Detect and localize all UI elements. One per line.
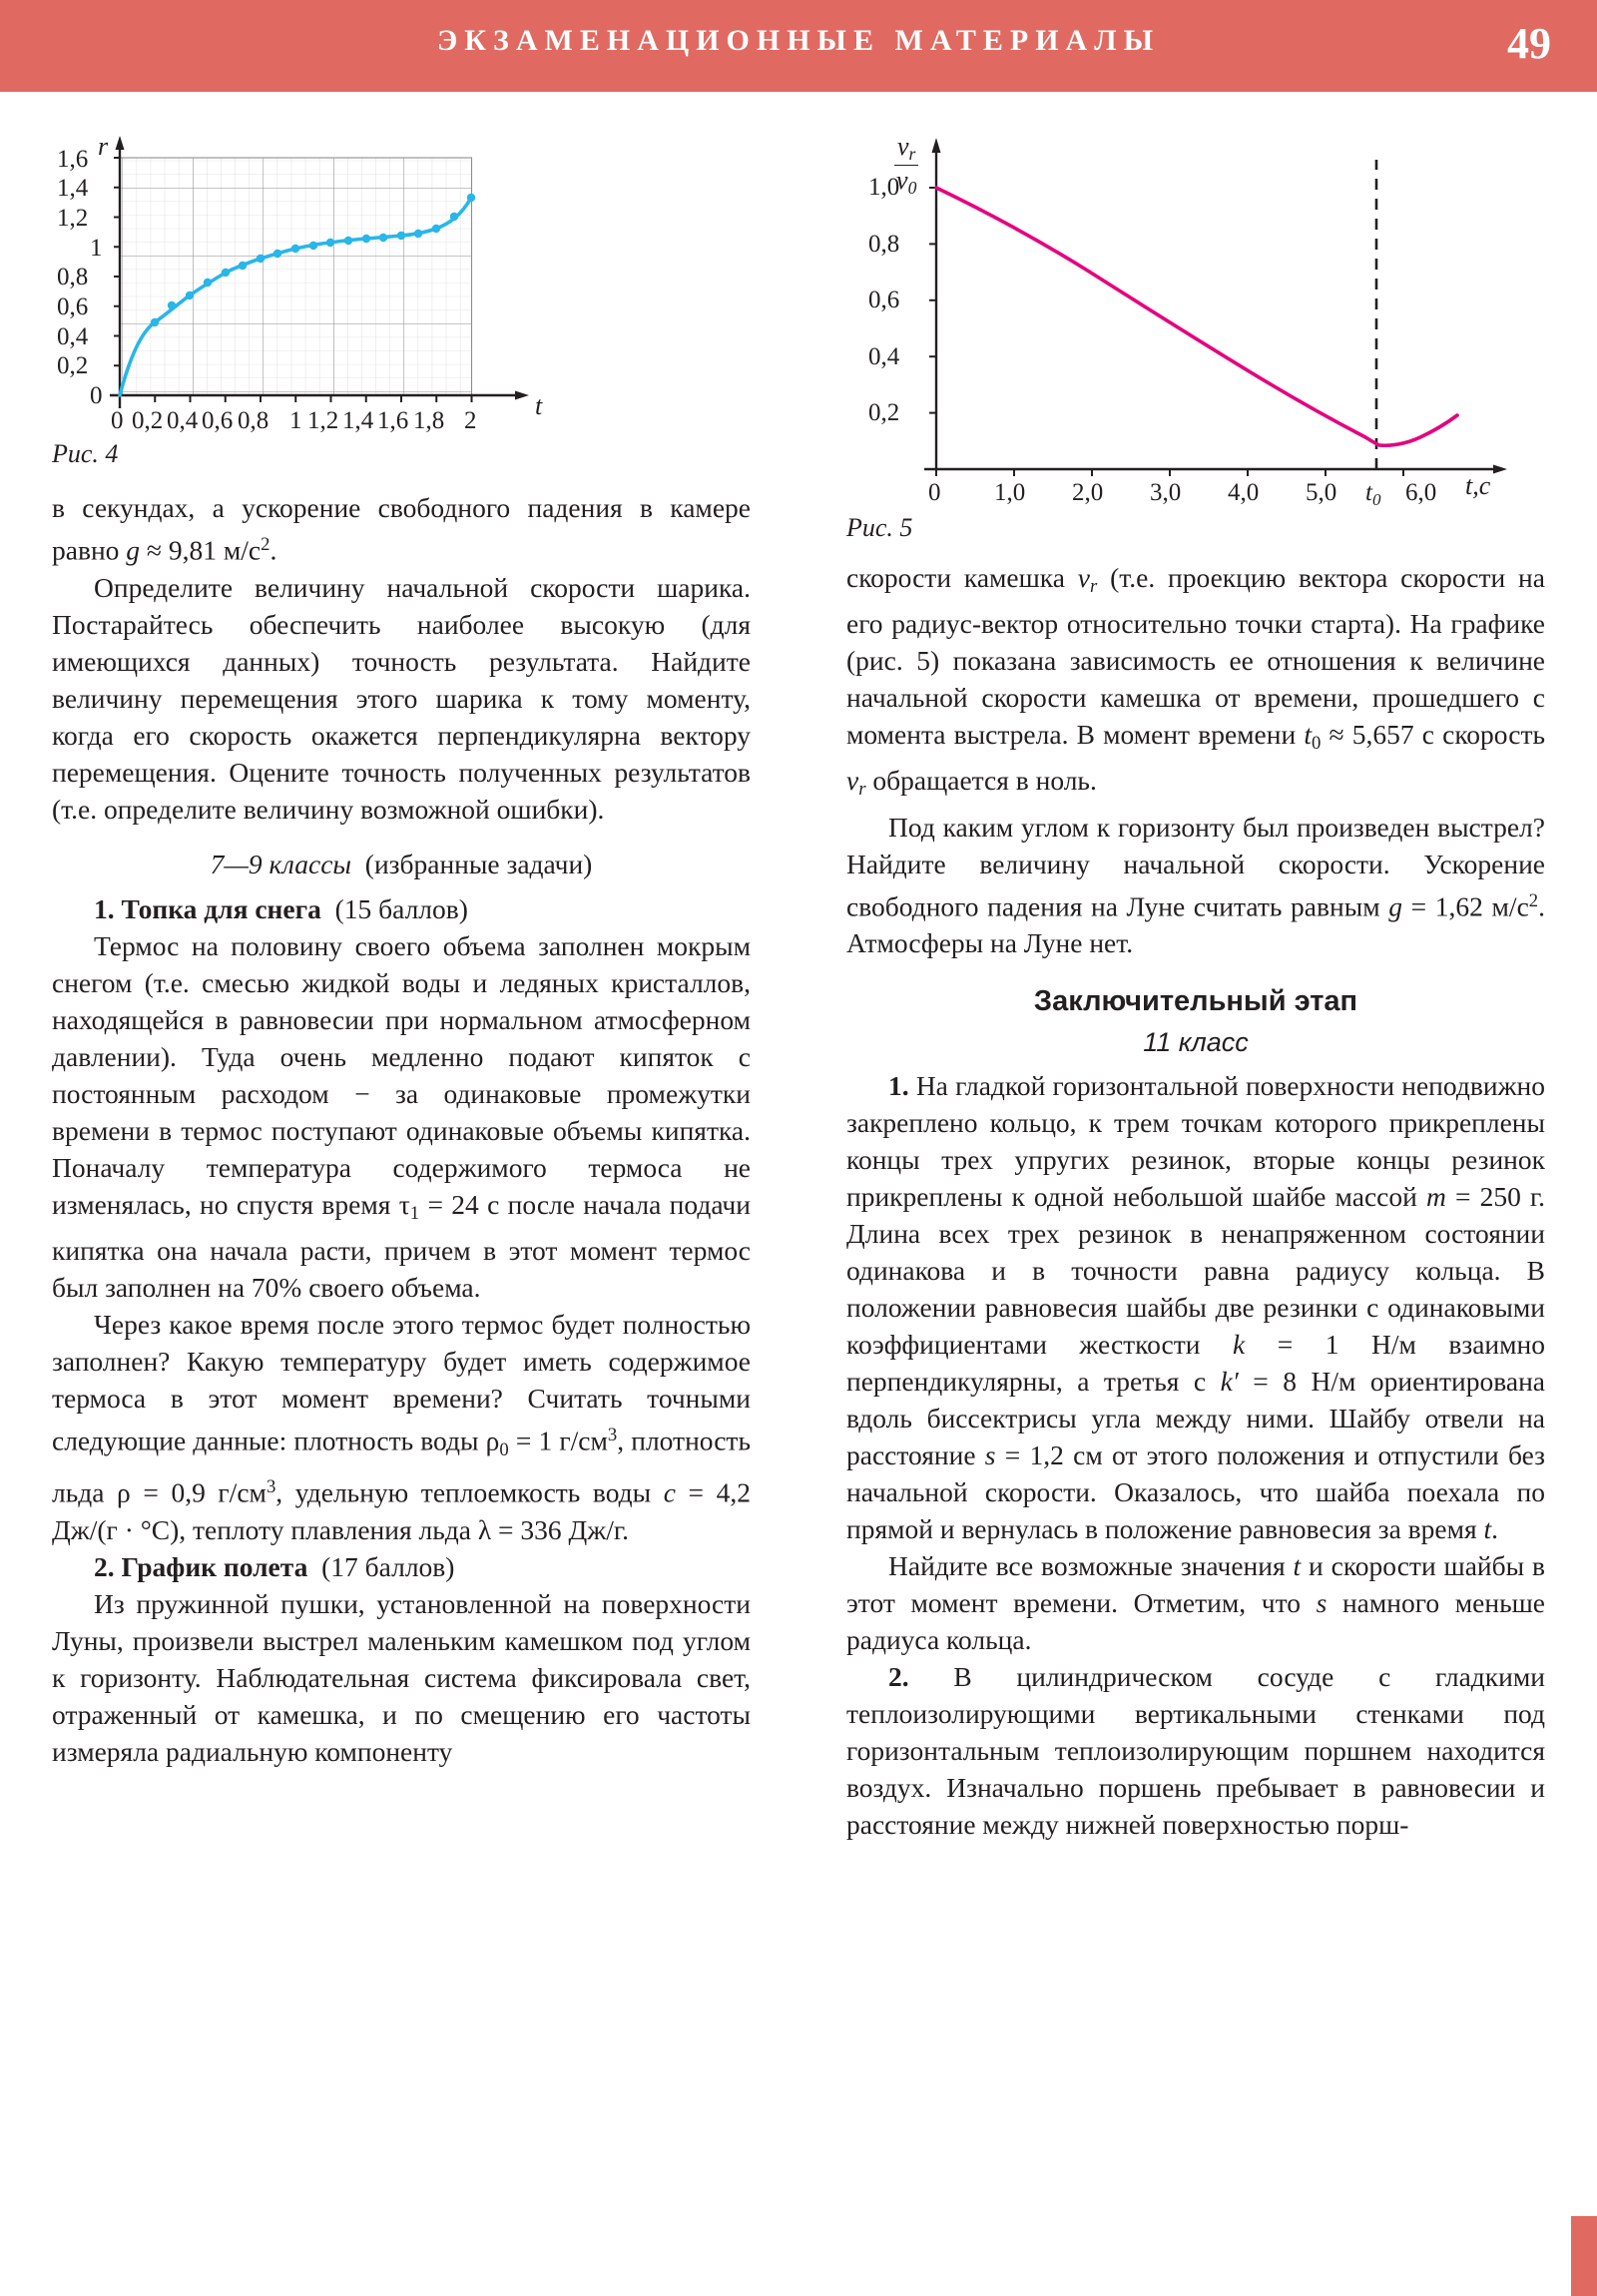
fig4-xtick-7: 1,4 (342, 407, 374, 434)
fig5-xtick-6: 6,0 (1405, 479, 1437, 506)
section-subheading: 11 класс (1143, 1027, 1249, 1058)
fig4-x-axis-label: t (535, 391, 543, 420)
fig4-xtick-5: 1 (289, 407, 302, 434)
task1-left-points: (15 баллов) (334, 892, 468, 924)
fig4-y-axis-label: r (98, 132, 109, 161)
right-task1-number: 1. (888, 1070, 909, 1102)
fig5-ytick-2: 0,6 (868, 287, 900, 313)
fig5-ytick-0: 1,0 (868, 174, 900, 201)
fig4-ytick-1: 1,4 (57, 175, 89, 202)
fig5-xtick-2: 2,0 (1072, 479, 1104, 506)
fig4-xtick-9: 1,8 (413, 407, 445, 434)
task2-left-title: 2. График полета (94, 1550, 308, 1582)
right-task2-text: В цилиндрическом сосуде с гладкими теплоизолирующими вертикальными стенками под горизонтальным теплоизолирующим поршнем находится воздух. Изначально поршень пребывает в равновесии и расстояние между нижней поверхностью порш- (846, 1661, 1545, 1841)
task1-left-p1: Термос на половину своего объема заполнен мокрым снегом (т.е. смесью жидкой воды и ледяных кристаллов, находящейся в равновесии при нормальном атмосферном давлении). Туда очень медленно подают кипяток с постоянным расходом − за одинаковые промежутки времени в термос поступают одинаковые объемы кипятка. Поначалу температура содержимого термоса не изменялась, но спустя время $\tau_1 = 24$ с после начала подачи кипятка она начала расти, причем в этот момент термос был заполнен на 70% своего объема. (52, 929, 751, 1303)
fig4-ytick-2: 1,2 (57, 205, 89, 232)
fig4-ytick-0: 1,6 (57, 146, 89, 173)
fig4-xtick-0: 0 (111, 407, 124, 434)
fig4-xtick-2: 0,4 (167, 407, 199, 434)
fig4-xtick-6: 1,2 (307, 407, 339, 434)
right-para-1: скорости камешка $v_r$ (т.е. проекцию вектора скорости на его радиус-вектор относительно точки старта). На графике (рис. 5) показана зависимость ее отношения к величине начальной скорости камешка от времени, прошедшего с момента выстрела. В момент времени $t_0 \approx 5,657$ с скорость $v_r$ обращается в ноль. (846, 562, 1545, 801)
figure-5-plot (846, 120, 1545, 519)
left-para-1: в секундах, а ускорение свободного падения в камере равно g ≈ 9,81 $м/с^2$. (52, 492, 751, 566)
fig5-ytick-4: 0,2 (868, 399, 900, 426)
grades-heading-ital: (избранные задачи) (364, 848, 593, 879)
figure-4 (52, 120, 751, 489)
fig5-x-axis-label: t,c (1465, 471, 1491, 500)
task2-left-points: (17 баллов) (321, 1550, 455, 1582)
fig5-xtick-0: 0 (928, 479, 941, 506)
fig5-xtick-4: 4,0 (1228, 479, 1260, 506)
left-para-2: Определите величину начальной скорости шарика. Постарайтесь обеспечить наиболее высокую (для имеющихся данных) точность результата. Найдите величину перемещения этого шарика к тому моменту, когда его скорость окажется перпендикулярна вектору перемещения. Оцените точность полученных результатов (т.е. определите величину возможной ошибки). (52, 571, 751, 825)
fig4-xtick-3: 0,6 (202, 407, 234, 434)
fig4-xtick-1: 0,2 (132, 407, 164, 434)
task1-left-title: 1. Топка для снега (94, 892, 321, 924)
fig4-xtick-8: 1,6 (377, 407, 409, 434)
figure-5 (846, 120, 1545, 559)
right-task1: 1. На гладкой горизонтальной поверхности неподвижно закреплено кольцо, к трем точкам которого прикреплены концы трех упругих резинок, вторые концы резинок прикреплены к одной небольшой шайбе массой m = 250 г. Длина всех трех резинок в ненапряженном состоянии одинакова и в точности равна радиусу кольца. В положении равновесия шайбы две резинки с одинаковыми коэффициентами жесткости k = 1 Н/м взаимно перпендикулярны, а третья с k′ = 8 Н/м ориентирована вдоль биссектрисы угла между ними. Шайбу отвели на расстояние s = 1,2 см от этого положения и отпустили без начальной скорости. Оказалось, что шайба поехала по прямой и вернулась в положение равновесия за время t. (846, 1070, 1545, 1545)
page-header (0, 0, 1597, 92)
fig4-ytick-5: 0,6 (57, 293, 89, 320)
right-task2 (846, 1658, 1545, 1843)
fig5-caption: Рис. 5 (846, 513, 913, 542)
grades-heading (52, 846, 751, 882)
task2-left-p1: Из пружинной пушки, установленной на поверхности Луны, произвели выстрел маленьким камешком под углом к горизонту. Наблюдательная система фиксировала свет, отраженный от камешка, и по смещению его частоты измеряла радиальную компоненту (52, 1587, 751, 1767)
fig5-ytick-1: 0,8 (868, 231, 900, 258)
fig4-ytick-6: 0,4 (57, 323, 89, 350)
header-title: ЭКЗАМЕНАЦИОННЫЕ МАТЕРИАЛЫ (436, 24, 1161, 57)
section-heading: Заключительный этап (1033, 985, 1358, 1018)
fig5-t0-marker: $t_0$ (1365, 479, 1381, 509)
fig4-ytick-7: 0,2 (57, 352, 89, 379)
corner-marker (1571, 2216, 1597, 2296)
fig4-ytick-3: 1 (90, 235, 103, 262)
right-task1-p2: Найдите все возможные значения t и скорости шайбы в этот момент времени. Отметим, что s намного меньше радиуса кольца. (846, 1550, 1545, 1656)
task2-left (52, 1548, 751, 1585)
grades-heading-plain: 7—9 классы (210, 848, 352, 879)
right-task2-number: 2. (888, 1661, 909, 1693)
fig4-ytick-8: 0 (90, 382, 103, 409)
left-column (52, 120, 751, 1770)
fig4-xtick-10: 2 (464, 407, 477, 434)
fig5-xtick-1: 1,0 (994, 479, 1026, 506)
right-para-2: Под каким углом к горизонту был произведен выстрел? Найдите величину начальной скорости. Ускорение свободного падения на Луне считать равным g = 1,62 $м/с^2$. Атмосферы на Луне нет. (846, 811, 1545, 959)
fig5-ytick-3: 0,4 (868, 343, 900, 370)
fig5-xtick-3: 3,0 (1150, 479, 1182, 506)
figure-4-plot (52, 120, 751, 449)
fig5-y-axis-label: $v_r$ $v_0$ (894, 134, 918, 201)
task1-left-p2: Через какое время после этого термос будет полностью заполнен? Какую температуру будет иметь содержимое термоса в этот момент времени? Считать точными следующие данные: плотность воды $\rho_0 = 1$ $г/см^3$, плотность льда ρ = 0,9 $г/см^3$, удельную теплоемкость воды c = 4,2 Дж/(г · °С), теплоту плавления льда λ = 336 Дж/г. (52, 1308, 751, 1545)
task1-left (52, 890, 751, 927)
right-column (846, 120, 1545, 1843)
fig4-ytick-4: 0,8 (57, 264, 89, 290)
fig5-xtick-5: 5,0 (1306, 479, 1337, 506)
page-number: 49 (1507, 19, 1551, 68)
fig4-caption: Рис. 4 (52, 439, 119, 468)
fig4-xtick-4: 0,8 (238, 407, 269, 434)
